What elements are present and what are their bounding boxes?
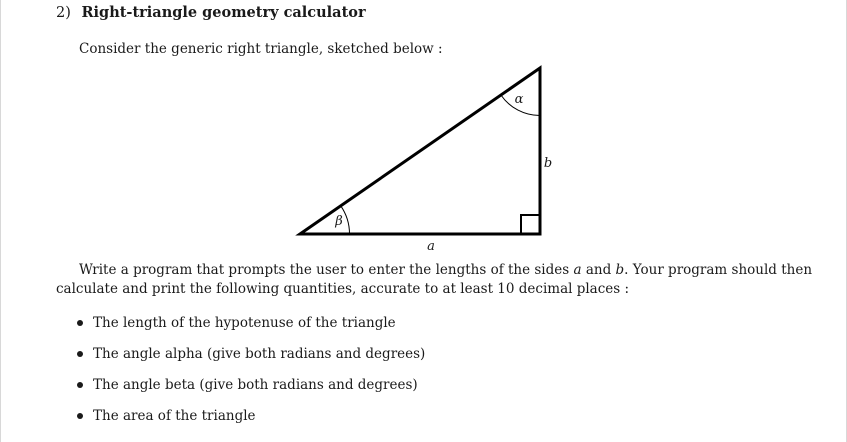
right-triangle-diagram xyxy=(290,60,560,260)
list-item-text: The area of the triangle xyxy=(93,408,256,424)
right-angle-marker xyxy=(521,215,540,234)
var-a: a xyxy=(573,262,582,278)
instructions-part-1: Write a program that prompts the user to enter the lengths of the sides xyxy=(79,262,574,278)
list-item xyxy=(76,344,425,375)
bullet-icon xyxy=(77,382,83,388)
list-item-text: The angle beta (give both radians and degrees) xyxy=(93,377,418,393)
page-border-left xyxy=(0,0,1,442)
quantities-list xyxy=(76,313,425,437)
alpha-label: α xyxy=(514,92,524,107)
side-a-label: a xyxy=(427,239,435,254)
problem-number: 2) xyxy=(56,5,71,21)
beta-label: β xyxy=(335,214,343,229)
intro-text: Consider the generic right triangle, sketched below : xyxy=(79,41,443,57)
side-b-label: b xyxy=(543,156,553,171)
instructions-part-2: and xyxy=(581,262,616,278)
instructions-line-2: calculate and print the following quantities, accurate to at least 10 decimal places : xyxy=(56,281,630,297)
bullet-icon xyxy=(77,351,83,357)
instructions-line-1 xyxy=(56,261,816,280)
bullet-icon xyxy=(77,320,83,326)
problem-heading xyxy=(56,4,366,21)
list-item xyxy=(76,313,425,344)
var-b: b xyxy=(615,262,625,278)
list-item-text: The angle alpha (give both radians and degrees) xyxy=(93,346,426,362)
triangle-outline xyxy=(300,68,540,234)
list-item xyxy=(76,375,425,406)
instructions-paragraph xyxy=(56,261,816,299)
bullet-icon xyxy=(77,413,83,419)
instructions-part-3: . Your program should then xyxy=(624,262,813,278)
problem-title: Right-triangle geometry calculator xyxy=(81,4,366,21)
list-item-text: The length of the hypotenuse of the triangle xyxy=(93,315,396,331)
list-item xyxy=(76,406,425,437)
